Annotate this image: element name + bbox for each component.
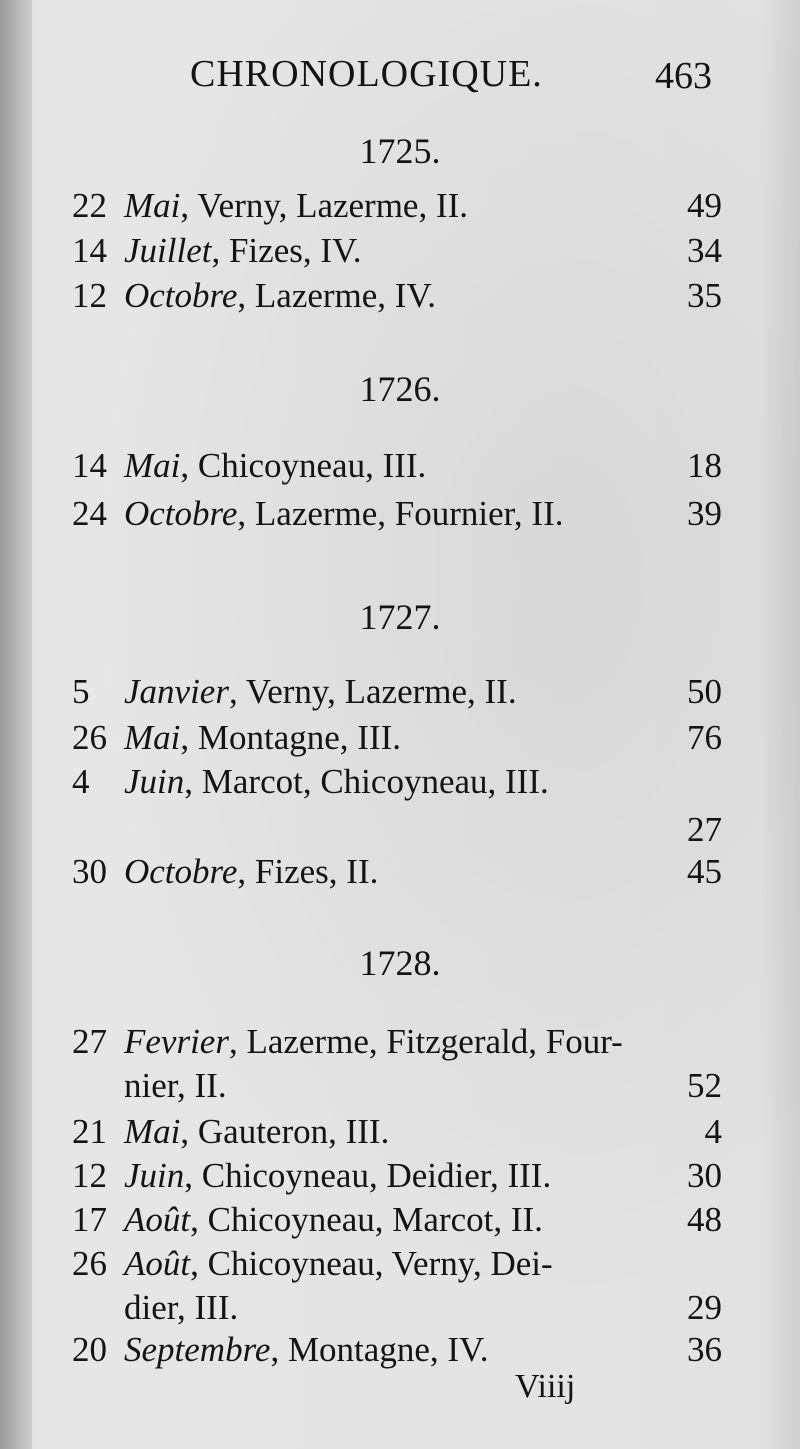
entry-line [72, 718, 722, 762]
entry-day: 4 [72, 762, 90, 801]
entry-line [72, 672, 722, 716]
entry-month: Mai [124, 1112, 181, 1151]
entry-folio: 48 [687, 1200, 722, 1239]
entry-day: 20 [72, 1330, 107, 1369]
running-head: CHRONOLOGIQUE. [190, 53, 543, 95]
entry-text: , Chicoyneau, III. [180, 446, 427, 485]
entry-text: , Lazerme, Fitzgerald, Four- [228, 1022, 623, 1061]
entry-folio: 35 [687, 276, 722, 315]
entry-line [72, 1156, 722, 1200]
entry-text: , Chicoyneau, Verny, Dei- [190, 1244, 553, 1283]
entry-month: Mai [124, 446, 181, 485]
entry-month: Juillet [124, 231, 212, 270]
entry-folio: 52 [687, 1066, 722, 1105]
entry-text: , Montagne, IV. [270, 1330, 489, 1369]
entry-folio: 29 [687, 1288, 722, 1327]
year-heading: 1727. [359, 597, 441, 637]
entry-day: 24 [72, 494, 107, 533]
entry-continuation-line [124, 1288, 722, 1332]
entry-day: 21 [72, 1112, 107, 1151]
entry-day: 17 [72, 1200, 107, 1239]
entry-month: Fevrier [124, 1022, 229, 1061]
entry-text: , Fizes, IV. [211, 231, 362, 270]
year-heading: 1728. [359, 943, 441, 983]
entry-line [72, 1244, 722, 1288]
entry-folio: 36 [687, 1330, 722, 1369]
entry-folio: 30 [687, 1156, 722, 1195]
entry-text: , Lazerme, Fournier, II. [237, 494, 564, 533]
page-number: 463 [655, 55, 712, 97]
entry-folio: 49 [687, 186, 722, 225]
entry-day: 12 [72, 1156, 107, 1195]
year-heading: 1726. [359, 369, 441, 409]
entry-day: 27 [72, 1022, 107, 1061]
entry-month: Août [124, 1200, 191, 1239]
entry-line [72, 446, 722, 490]
entry-day: 22 [72, 186, 107, 225]
entry-day: 14 [72, 231, 107, 270]
entry-month: Mai [124, 186, 181, 225]
entry-folio: 18 [687, 446, 722, 485]
entry-month: Octobre [124, 852, 238, 891]
entry-text: , Verny, Lazerme, II. [228, 672, 517, 711]
entry-day: 26 [72, 718, 107, 757]
entry-month: Juin [124, 762, 185, 801]
entry-month: Octobre [124, 494, 238, 533]
entry-folio: 76 [687, 718, 722, 757]
entry-month: Septembre [124, 1330, 271, 1369]
entry-text: , Verny, Lazerme, II. [180, 186, 469, 225]
entry-day: 5 [72, 672, 90, 711]
entry-line [72, 1200, 722, 1244]
year-heading: 1725. [359, 131, 441, 171]
entry-text: , Montagne, III. [180, 718, 402, 757]
entry-continuation: dier, III. [124, 1288, 239, 1327]
entry-folio: 27 [687, 810, 722, 849]
entry-text: , Marcot, Chicoyneau, III. [184, 762, 549, 801]
entry-day: 30 [72, 852, 107, 891]
entry-line [72, 762, 722, 806]
entry-line [72, 231, 722, 275]
entry-month: Octobre [124, 276, 238, 315]
entry-text: , Chicoyneau, Deidier, III. [184, 1156, 552, 1195]
entry-month: Janvier [124, 672, 229, 711]
entry-line [72, 852, 722, 896]
entry-line [72, 494, 722, 538]
entry-line [72, 276, 722, 320]
entry-month: Août [124, 1244, 191, 1283]
entry-month: Mai [124, 718, 181, 757]
entry-folio: 34 [687, 231, 722, 270]
page-edge [0, 0, 32, 1449]
entry-line [72, 1330, 722, 1374]
entry-text: , Gauteron, III. [180, 1112, 390, 1151]
entry-line [72, 186, 722, 230]
entry-folio: 50 [687, 672, 722, 711]
entry-folio: 39 [687, 494, 722, 533]
entry-month: Juin [124, 1156, 185, 1195]
entry-line [72, 1022, 722, 1066]
entry-day: 26 [72, 1244, 107, 1283]
entry-text: , Lazerme, IV. [237, 276, 436, 315]
entry-continuation: nier, II. [124, 1066, 227, 1105]
entry-folio: 4 [704, 1112, 722, 1151]
entry-folio: 45 [687, 852, 722, 891]
entry-text: , Fizes, II. [237, 852, 379, 891]
entry-text: , Chicoyneau, Marcot, II. [190, 1200, 543, 1239]
entry-day: 14 [72, 446, 107, 485]
entry-continuation-line [124, 1066, 722, 1110]
entry-line [72, 1112, 722, 1156]
signature-mark: Viiij [515, 1368, 576, 1405]
entry-day: 12 [72, 276, 107, 315]
